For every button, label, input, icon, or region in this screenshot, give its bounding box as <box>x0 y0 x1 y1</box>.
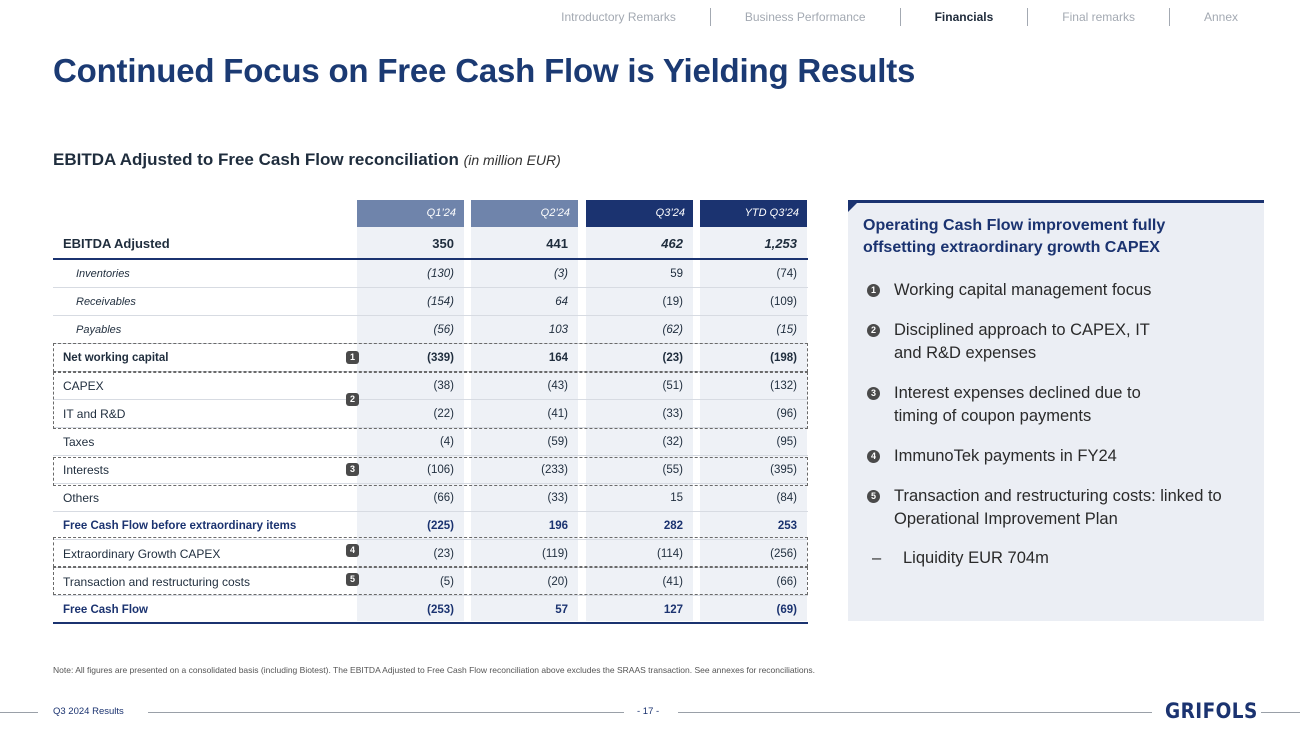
row-label: Taxes <box>63 435 95 449</box>
row-label: Interests <box>63 463 110 477</box>
cell-q3: (114) <box>657 548 683 560</box>
cell-q1: (38) <box>433 380 454 392</box>
cell-q3: 282 <box>663 520 683 532</box>
cell-q2: 57 <box>555 604 568 616</box>
panel-corner-accent <box>848 203 857 212</box>
footer-divider-mid-left <box>148 712 624 713</box>
bullet-text: Transaction and restructuring costs: linked to Operational Improvement Plan <box>894 487 1222 528</box>
row-inventories <box>53 260 808 288</box>
row-label: EBITDA Adjusted <box>63 236 170 251</box>
row-label: Transaction and restructuring costs <box>63 575 250 589</box>
cell-ytd: (395) <box>770 464 797 476</box>
panel-bullet-4 <box>867 445 1247 468</box>
bullet-number: 4 <box>867 450 880 463</box>
cell-q2: (233) <box>541 464 568 476</box>
cell-q3: 15 <box>670 492 683 504</box>
bullet-text: Interest expenses declined due to timing of coupon payments <box>894 384 1141 425</box>
dash-icon: – <box>872 549 882 567</box>
cell-q1: (66) <box>433 492 454 504</box>
cell-q1: (22) <box>433 408 454 420</box>
cell-q3: (23) <box>662 352 683 364</box>
cell-q3: 462 <box>661 236 683 251</box>
panel-bullet-2 <box>867 319 1167 365</box>
subpoint-text: Liquidity EUR 704m <box>903 549 1049 567</box>
bullet-number: 3 <box>867 387 880 400</box>
panel-subpoint-liquidity <box>872 549 1049 568</box>
bullet-text: Working capital management focus <box>894 281 1152 299</box>
cell-ytd: (66) <box>776 576 797 588</box>
panel-bullet-5 <box>867 485 1252 531</box>
nav-introductory-remarks[interactable]: Introductory Remarks <box>561 10 676 24</box>
cell-q1: (4) <box>439 436 454 448</box>
row-label: IT and R&D <box>63 407 126 421</box>
grifols-logo: GRIFOLS <box>1165 699 1258 723</box>
badge-2: 2 <box>346 393 359 406</box>
cell-q3: (62) <box>662 324 683 336</box>
cell-q2: (59) <box>547 436 568 448</box>
cell-ytd: (96) <box>776 408 797 420</box>
reconciliation-table <box>53 200 808 624</box>
panel-bullet-1 <box>867 279 1247 302</box>
cell-q2: (20) <box>547 576 568 588</box>
cell-q1: (154) <box>427 296 454 308</box>
cell-q1: (5) <box>439 576 454 588</box>
nav-financials[interactable]: Financials <box>900 8 1028 26</box>
cell-ytd: (74) <box>776 268 797 280</box>
cell-q2: (41) <box>547 408 568 420</box>
footnote: Note: All figures are presented on a consolidated basis (including Biotest). The EBITDA Adjusted to Free Cash Flow reconciliation above excludes the SRAAS transaction. See annexes for reconciliations. <box>53 665 815 675</box>
cell-q1: (253) <box>427 604 454 616</box>
cell-ytd: (198) <box>770 352 797 364</box>
footer-report-name: Q3 2024 Results <box>53 706 124 717</box>
row-interests <box>53 456 808 484</box>
cell-q3: (41) <box>662 576 683 588</box>
row-fcf-before-extraordinary <box>53 512 808 540</box>
row-others <box>53 484 808 512</box>
cell-ytd: (109) <box>770 296 797 308</box>
badge-5: 5 <box>346 573 359 586</box>
cell-q2: (119) <box>542 548 568 560</box>
table-title <box>53 150 561 170</box>
row-free-cash-flow <box>53 596 808 624</box>
row-label: Others <box>63 491 100 505</box>
cell-q2: 64 <box>555 296 568 308</box>
bullet-number: 5 <box>867 490 880 503</box>
cell-q1: (56) <box>433 324 454 336</box>
row-taxes <box>53 428 808 456</box>
col-header-ytd: YTD Q3’24 <box>700 200 807 227</box>
panel-bullet-3 <box>867 382 1167 428</box>
panel-heading: Operating Cash Flow improvement fully offsetting extraordinary growth CAPEX <box>863 217 1166 256</box>
footer-divider-mid-right <box>678 712 1152 713</box>
cell-q3: 127 <box>663 604 683 616</box>
table-header <box>53 200 808 227</box>
table-title-unit: (in million EUR) <box>463 152 561 168</box>
cell-q2: (43) <box>547 380 568 392</box>
cell-ytd: (15) <box>776 324 797 336</box>
cell-ytd: (256) <box>770 548 797 560</box>
cell-q1: (23) <box>433 548 454 560</box>
cell-q3: 59 <box>670 268 683 280</box>
footer-divider-left <box>0 712 38 713</box>
cell-q2: 196 <box>548 520 568 532</box>
cell-ytd: 1,253 <box>764 236 797 251</box>
col-header-q3: Q3’24 <box>586 200 693 227</box>
row-transaction-restructuring <box>53 568 808 596</box>
badge-1: 1 <box>346 351 359 364</box>
cell-q3: (55) <box>662 464 683 476</box>
row-label: Free Cash Flow <box>63 604 148 616</box>
row-extraordinary-growth-capex <box>53 540 808 568</box>
row-label: Receivables <box>76 296 136 308</box>
col-header-q2: Q2’24 <box>471 200 578 227</box>
page-title: Continued Focus on Free Cash Flow is Yielding Results <box>53 52 916 89</box>
cell-q3: (33) <box>662 408 683 420</box>
row-label: Inventories <box>76 268 130 280</box>
row-label: Free Cash Flow before extraordinary items <box>63 520 297 532</box>
section-nav <box>527 8 1238 26</box>
cell-q1: (130) <box>427 268 454 280</box>
cell-q2: 441 <box>546 236 568 251</box>
row-label: Extraordinary Growth CAPEX <box>63 547 221 561</box>
badge-4: 4 <box>346 544 359 557</box>
cell-q3: (51) <box>662 380 683 392</box>
row-capex <box>53 372 808 400</box>
row-label: Net working capital <box>63 352 169 364</box>
nav-annex[interactable]: Annex <box>1169 8 1238 26</box>
row-it-and-rd <box>53 400 808 428</box>
nav-business-performance[interactable]: Business Performance <box>710 8 900 26</box>
cell-q1: (339) <box>427 352 454 364</box>
nav-final-remarks[interactable]: Final remarks <box>1027 8 1169 26</box>
cell-q2: 164 <box>548 352 568 364</box>
col-header-q1: Q1’24 <box>357 200 464 227</box>
row-ebitda-adjusted <box>53 227 808 260</box>
cell-ytd: 253 <box>777 520 797 532</box>
cell-q2: (33) <box>547 492 568 504</box>
cell-q1: (225) <box>427 520 454 532</box>
row-net-working-capital <box>53 344 808 372</box>
cell-ytd: (69) <box>776 604 797 616</box>
footer-divider-right <box>1261 712 1300 713</box>
cell-ytd: (132) <box>770 380 797 392</box>
cell-ytd: (95) <box>776 436 797 448</box>
badge-3: 3 <box>346 463 359 476</box>
highlights-panel <box>848 200 1264 621</box>
cell-q1: (106) <box>427 464 454 476</box>
cell-ytd: (84) <box>776 492 797 504</box>
cell-q3: (32) <box>662 436 683 448</box>
cell-q3: (19) <box>662 296 683 308</box>
row-label: Payables <box>76 324 122 336</box>
cell-q2: 103 <box>548 324 568 336</box>
row-label: CAPEX <box>63 379 104 393</box>
cell-q2: (3) <box>553 268 568 280</box>
row-payables <box>53 316 808 344</box>
page-number: - 17 - <box>637 706 660 717</box>
bullet-text: ImmunoTek payments in FY24 <box>894 447 1117 465</box>
row-receivables <box>53 288 808 316</box>
cell-q1: 350 <box>432 236 454 251</box>
bullet-text: Disciplined approach to CAPEX, IT and R&D expenses <box>894 321 1150 362</box>
bullet-number: 2 <box>867 324 880 337</box>
table-title-main: EBITDA Adjusted to Free Cash Flow reconciliation <box>53 150 459 169</box>
bullet-number: 1 <box>867 284 880 297</box>
